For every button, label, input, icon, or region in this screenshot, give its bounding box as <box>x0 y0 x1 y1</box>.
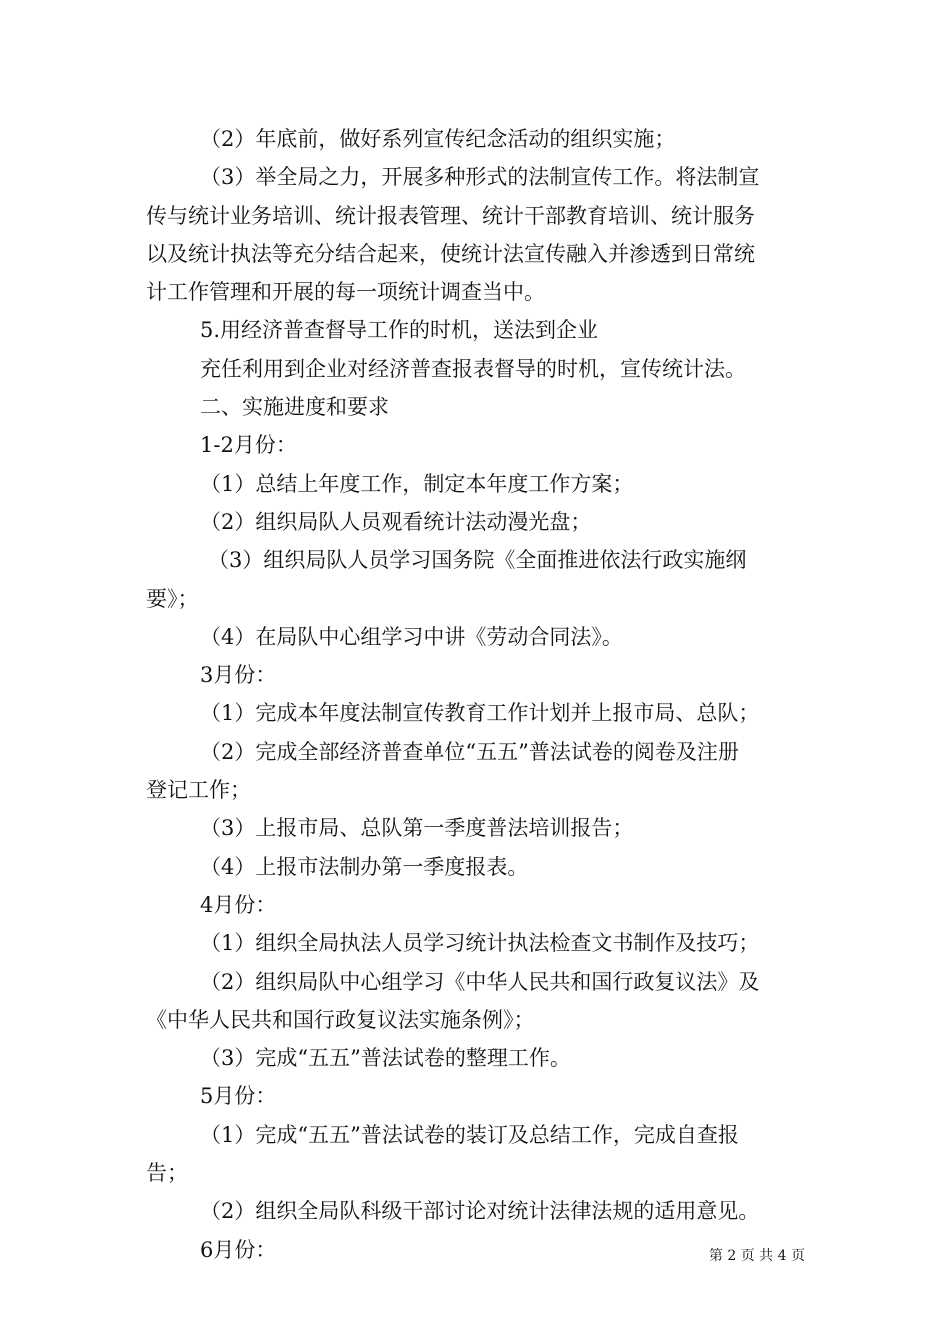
section-heading: 5.用经济普查督导工作的时机，送法到企业 <box>200 318 599 343</box>
list-item: （2）组织全局队科级干部讨论对统计法律法规的适用意见。 <box>200 1199 760 1224</box>
list-item: （4）在局队中心组学习中讲《劳动合同法》。 <box>200 624 623 649</box>
month-heading: 4月份： <box>200 892 277 917</box>
list-item: （4）上报市法制办第一季度报表。 <box>200 854 529 879</box>
page-number: 第 2 页 共 4 页 <box>708 1248 805 1264</box>
list-item-continuation: 要》； <box>146 586 199 611</box>
month-heading: 5月份： <box>200 1084 277 1109</box>
paragraph-line: （3）举全局之力，开展多种形式的法制宣传工作。将法制宣 <box>200 165 760 190</box>
list-item-continuation: 告； <box>146 1161 188 1186</box>
paragraph-line: 传与统计业务培训、统计报表管理、统计干部教育培训、统计服务 <box>146 203 755 228</box>
list-item: （3）组织局队人员学习国务院《全面推进依法行政实施纲 <box>208 548 747 573</box>
list-item: （1）总结上年度工作，制定本年度工作方案； <box>200 471 634 496</box>
document-body <box>146 120 811 1269</box>
list-item: （1）完成本年度法制宣传教育工作计划并上报市局、总队； <box>200 701 760 726</box>
month-heading: 3月份： <box>200 663 277 688</box>
list-item-continuation: 登记工作； <box>146 778 251 803</box>
list-item-continuation: 《中华人民共和国行政复议法实施条例》； <box>146 1007 535 1032</box>
list-item: （1）组织全局执法人员学习统计执法检查文书制作及技巧； <box>200 931 760 956</box>
list-item: （2）组织局队中心组学习《中华人民共和国行政复议法》及 <box>200 969 760 994</box>
list-item: （1）完成“五五”普法试卷的装订及总结工作，完成自查报 <box>200 1122 739 1147</box>
paragraph-line: （2）年底前，做好系列宣传纪念活动的组织实施； <box>200 127 676 151</box>
month-heading: 1-2月份： <box>200 433 297 458</box>
month-heading: 6月份： <box>200 1237 277 1262</box>
list-item: （2）组织局队人员观看统计法动漫光盘； <box>200 509 592 534</box>
list-item: （3）上报市局、总队第一季度普法培训报告； <box>200 816 634 841</box>
section-heading: 二、实施进度和要求 <box>200 395 389 420</box>
list-item: （3）完成“五五”普法试卷的整理工作。 <box>200 1046 571 1071</box>
paragraph-line: 充任利用到企业对经济普查报表督导的时机，宣传统计法。 <box>200 356 746 381</box>
paragraph-line: 计工作管理和开展的每一项统计调查当中。 <box>146 280 545 305</box>
paragraph-line: 以及统计执法等充分结合起来，使统计法宣传融入并渗透到日常统 <box>146 241 755 266</box>
list-item: （2）完成全部经济普查单位“五五”普法试卷的阅卷及注册 <box>200 739 739 764</box>
